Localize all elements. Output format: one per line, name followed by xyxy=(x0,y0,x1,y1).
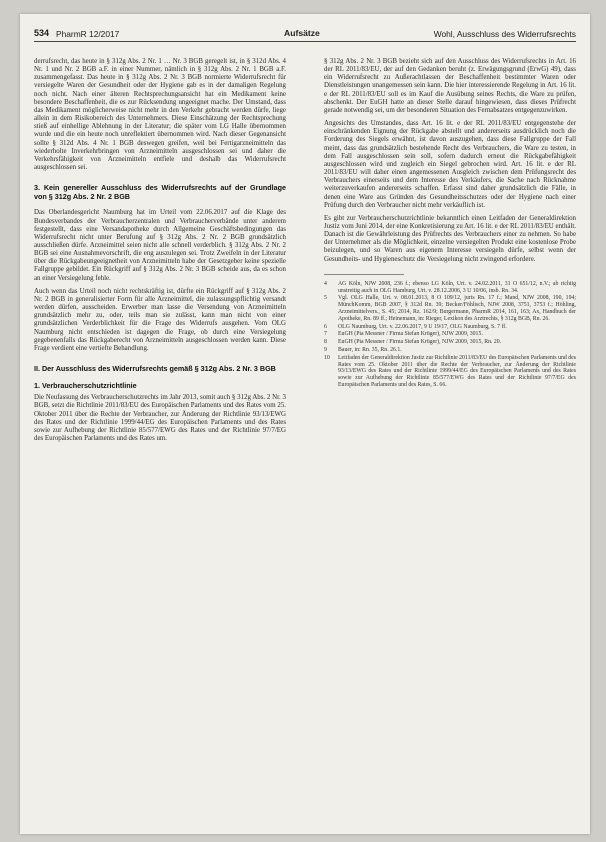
page-header xyxy=(34,28,576,48)
running-title: Wohl, Ausschluss des Widerrufsrechts xyxy=(433,29,576,39)
subsection-heading: 1. Verbraucherschutzrichtlinie xyxy=(34,380,137,390)
document-page xyxy=(20,14,590,834)
footnote: 8 EuGH (Pia Messner / Firma Stefan Krüger), NJW 2009, 3015, Rn. 20. xyxy=(324,339,502,346)
footnote: 10 Leitfaden der Generaldirektion Justiz zur Richtlinie 2011/83/EU des Europäischen Parlaments und des Rates vom 25. Oktober 2011 über die Rechte der Verbraucher, zur Änderung der Richtlinie 93/13/EWG des Rates und der Richtlinie 1999/44/EG des Europäischen Parlaments und des Rates sowie zur Aufhebung der Richtlinie 85/577/EWG des Rates und der Richtlinie 97/7/EG des Europäischen Parlaments und des Rates, S. 66. xyxy=(324,354,576,388)
footnote: 4 AG Köln, NJW 2008, 236 f.; ebenso LG Köln, Urt. v. 24.02.2011, 31 O 651/12, n.V.; ab richtig unstreitig auch in OLG Hamburg, Urt. v. 28.12.2006, 3 U 10/06, insb. Rn. 34. xyxy=(324,280,576,294)
page-number: 534 xyxy=(34,28,50,38)
footnote: 6 OLG Naumburg, Urt. v. 22.06.2017, 9 U 19/17, OLG Naumburg, S. 7 ff. xyxy=(324,323,507,330)
section-heading: 3. Kein genereller Ausschluss des Widerrufsrechts auf der Grundlage von § 312g Abs. 2 Nr. 2 BGB xyxy=(34,183,286,201)
footnote-rule xyxy=(324,274,404,275)
section-title: Aufsätze xyxy=(284,28,320,38)
paragraph: Angesichts des Umstandes, dass Art. 16 lit. e der RL 2011/83/EU entgegenstehe der einschränkenden Eignung der Rückgabe abstellt und andererseits ausdrücklich noch die Forderung des Siegels erwähnt, ist davon auszugehen, dass diese Fallgruppe der Fall meint, dass das grundsätzlich bestehende Recht des Verbrauchers, die Ware zu testen, in dem Fall ausgeschlossen sein soll, sofern dadurch erneut die Rückgabefähigkeit ausgeschlossen wird und zugleich ein Siegel gebrochen wird. Art. 16 lit. e der RL 2011/83/EU will daher einen angemessenen Ausgleich zwischen dem Prüfungsrecht des Verbrauchers einerseits und dem Interesse des Verkäufers, die Sache nach Rücknahme weiterzuverkaufen andererseits schaffen. Erfasst sind daher grundsätzlich die Fälle, in denen eine Ware aus Gründen des Gesundheitsschutzes oder der Hygiene nach einer Prüfung durch den Verbraucher nicht mehr verkäuflich ist. xyxy=(324,120,576,209)
footnotes xyxy=(324,281,576,389)
paragraph: Auch wenn das Urteil noch nicht rechtskräftig ist, dürfte ein Rückgriff auf § 312g Abs. 2 Nr. 2 BGB in generalisierter Form für alle Arzneimittel, die zulassungspflichtig versandt werden dürfen, ausscheiden. Erwerber man lasse die Versendung von Arzneimitteln grundsätzlich mehr zu, oder, teils man sie zulässt, kann man nicht von einer grundsätzlichen Verderblichkeit für die Frage des Widerrufs ausgehen. Vom OLG Naumburg nicht entschieden ist dagegen die Frage, ob durch eine Versiegelung gegebenenfalls das Rückgaberecht von Arzneimitteln ausgeschlossen werden kann. Diese Frage verdient eine vertiefte Behandlung. xyxy=(34,287,286,352)
left-column xyxy=(34,58,286,448)
paragraph: Das Oberlandesgericht Naumburg hat im Urteil vom 22.06.2017 auf die Klage des Bundesverbandes der Verbraucherzentralen und Verbraucherverbände unter anderem festgestellt, dass eine Versandapotheke durch Allgemeine Geschäftsbedingungen das Widerrufsrecht nicht unter Berufung auf § 312g Abs. 2 Nr. 2 BGB grundsätzlich ausschließen dürfe. Arzneimittel seien nicht alle schnell verderblich. § 312g Abs. 2 Nr. 2 BGB sei eine Ausnahmevorschrift, die eng auszulegen sei. Trotz Zweifeln in der Literatur über die Rückgabeungeeignetheit von Arzneimitteln habe der Gesetzgeber keine spezielle Fallgruppe gebildet. Ein Rückgriff auf § 312g Abs. 2 Nr. 3 BGB scheide aus, da es schon an einer Versiegelung fehle. xyxy=(34,209,286,282)
footnote: 5 Vgl. OLG Halle, Urt. v. 08.01.2013, 8 O 109/12, juris Rn. 17 f.; Mand, NJW 2008, 190, 194; MünchKomm, BGB 2007, § 312d Rn. 39; Becker/Föhlisch, NJW 2008, 3751, 3753 f.; Höhling, Arzneimittelvers., S. 45; 2014, Rz. 162/9; Burgermann, PharmR 2014, 161, 163; Ax, Handbuch der Apotheke, Rn. 89 ff.; Heinemann, in: Rieger, Lexikon des Arztrechts, § 312g BGB, Rn. 26. xyxy=(324,295,576,322)
footnote: 9 Bauer, in: Rn. 35, Rn. 26.1. xyxy=(324,346,402,353)
journal-issue: PharmR 12/2017 xyxy=(56,29,120,39)
footnote: 7 EuGH (Pia Messner / Firma Stefan Krüger), NJW 2009, 3015. xyxy=(324,331,483,338)
paragraph: Die Neufassung des Verbraucherschutzrechts im Jahr 2013, somit auch § 312g Abs. 2 Nr. 3 BGB, setzt die Richtlinie 2011/83/EU des Europäischen Parlaments und des Rates vom 25. Oktober 2011 über die Rechte der Verbraucher, zur Änderung der Richtlinie 93/13/EWG des Rates und der Richtlinie 1999/44/EG des Europäischen Parlaments und des Rates sowie zur Aufhebung der Richtlinie 85/577/EWG des Rates und der Richtlinie 97/7/EG des Europäischen Parlaments und des Rates um. xyxy=(34,394,286,442)
header-rule xyxy=(34,41,576,42)
right-column xyxy=(324,58,576,390)
paragraph: § 312g Abs. 2 Nr. 3 BGB bezieht sich auf den Ausschluss des Widerrufsrechts in Art. 16 der RL 2011/83/EU, der auf den Gedanken beruht (z. Erwägungsgrund (ErwG) 49), dass ein Widerrufsrecht zu Außerachtlassen der Beschaffenheit bestimmter Waren oder Dienstleistungen unangemessen sein kann. Die hier interessierende Regelung in Art. 16 lit. e der RL 2011/83/EU soll es im Kauf die Ausübung seines Rechts, die Ware zu prüfen, abschenkt. Der EuGH hatte an dieser Stelle darauf hingewiesen, dass dieses Prüfrecht gerade notwendig sei, um der besonderen Situation des Fernabsatzes entgegenzuwirken. xyxy=(324,58,576,114)
section-heading: II. Der Ausschluss des Widerrufsrechts gemäß § 312g Abs. 2 Nr. 3 BGB xyxy=(34,364,276,374)
paragraph: derrufsrecht, das heute in § 312g Abs. 2 Nr. 1 … Nr. 3 BGB geregelt ist, in § 312d Abs. 4 Nr. 1 und Nr. 2 BGB a.F. in einer Nummer, nämlich in § 312g Abs. 2 Nr. 1 BGB a.F. zusammengefasst. Das heute in § 312g Abs. 2 Nr. 3 BGB normierte Widerrufsrecht für versiegelte Waren der Gesundheit oder der Hygiene gab es in der damaligen Regelung noch nicht. Nach einer älteren Rechtsprechungsansicht hat ein Medikament keine besondere Beschaffenheit, die es zur Rücksendung ungeeignet mache. Der Umstand, dass das Medikament möglicherweise nicht mehr in den Verkehr gebracht werden dürfe, liege allein in dem Risikobereich des Unternehmers. Diese Einschätzung der Rechtsprechung stieß auf einhellige Ablehnung in der Literatur; die später vom LG Halle übernommen wurde und die ein heute noch unreflektiert übernommen wird. Nach dieser Gegenansicht sollte § 312d Abs. 4 Nr. 1 BGB deswegen greifen, weil bei Fertigarzneimitteln das wiederholte Inverkehrbringen von Arzneimitteln ausgeschlossen sei und daher die Verkehrsfähigkeit von Arzneimitteln entfiele und deshalb das Widerrufsrecht ausgeschlossen sei. xyxy=(34,58,286,172)
paragraph: Es gibt zur Verbraucherschutzrichtlinie bekanntlich einen Leitfaden der Generaldirektion Justiz vom Juni 2014, der eine Konkretisierung zu Art. 16 lit. e der RL 2011/83/EU enthält. Danach ist die Gewährleistung des Prüfrechts des Verbrauchers einer zu nehmen. So habe der Unternehmer als die Möglichkeit, einzelne versiegelten Produkt eine kostenlose Probe beizulegen, und so Waren aus eigenem Interesse versiegeln dürfe, selbst wenn der Gesundheits- und Hygieneschutz die Versiegelung nicht zwingend erfordere. xyxy=(324,214,576,263)
